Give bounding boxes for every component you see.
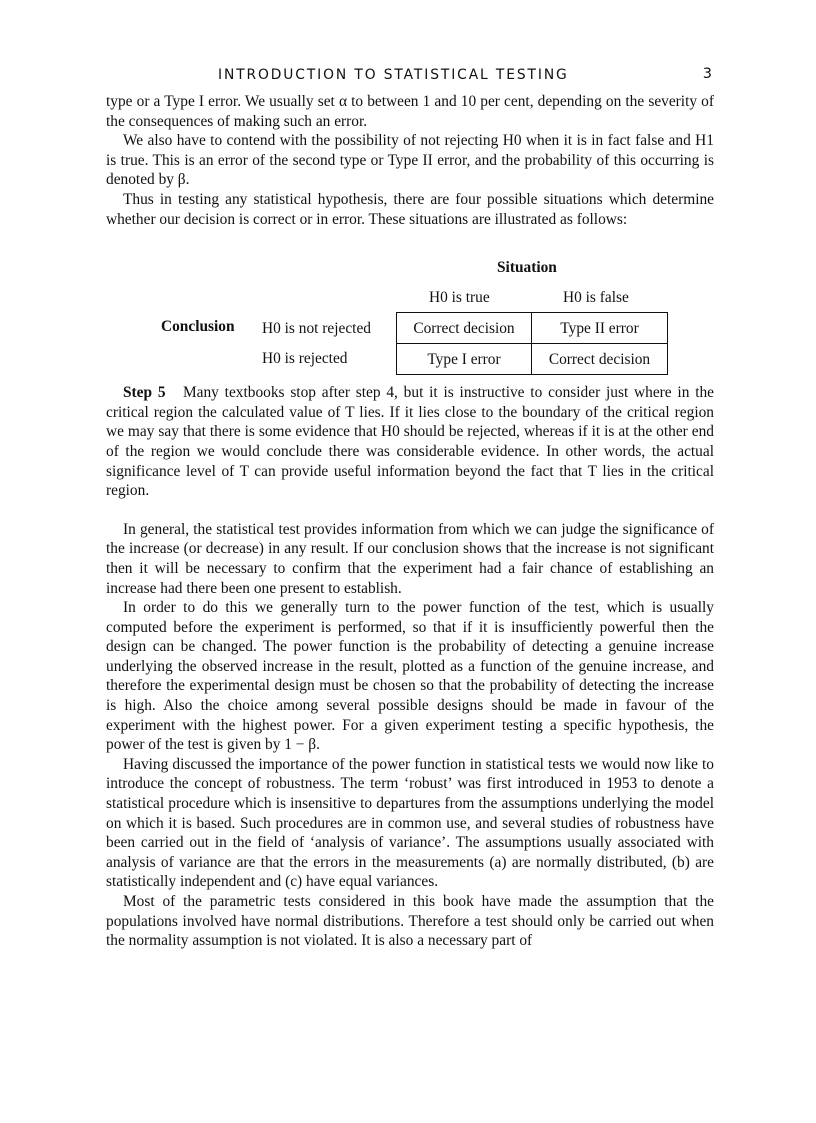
paragraph-4: In general, the statistical test provides information from which we can judge the significance of the increase (or decrease) in any result. If our conclusion shows that the increase is not significant then it will be necessary to confirm that the experiment had a fair chance of establishing an increase had there been one present to establish. bbox=[106, 520, 714, 597]
cell-r2c2: Correct decision bbox=[531, 343, 668, 375]
paragraph-5: In order to do this we generally turn to the power function of the test, which is usually computed before the experiment is performed, so that if it is insufficiently powerful then the design can be changed. The power function is the probability of detecting a genuine increase underlying the observed increase in the result, plotted as a function of the genuine increase, and therefore the experimental design must be chosen so that the probability of detecting the increase is high. Also the choice among several possible designs should be made in favour of the experiment with the highest power. For a given experiment testing a specific hypothesis, the power of the test is given by 1 − β. bbox=[106, 599, 714, 754]
paragraph-2: We also have to contend with the possibility of not rejecting H0 when it is in fact false and H1 is true. This is an error of the second type or Type II error, and the probability of this occurring is denoted by β. bbox=[106, 132, 714, 189]
book-page bbox=[106, 60, 714, 951]
col-header-h0-true: H0 is true bbox=[429, 289, 490, 307]
row-label-not-rejected: H0 is not rejected bbox=[262, 320, 371, 338]
cell-r1c1: Correct decision bbox=[396, 312, 532, 344]
paragraph-6: Having discussed the importance of the power function in statistical tests we would now like to introduce the concept of robustness. The term ‘robust’ was first introduced in 1953 to denote a statistical procedure which is insensitive to departures from the assumptions underlying the model on which it is based. Such procedures are in common use, and several studies of robustness have been carried out in the field of ‘analysis of variance’. The assumptions usually associated with analysis of variance are that the errors in the measurements (a) are normally distributed, (b) are statistically independent and (c) have equal variances. bbox=[106, 755, 714, 891]
decision-table bbox=[106, 229, 714, 381]
step5-label: Step 5 bbox=[123, 384, 166, 402]
conclusion-label: Conclusion bbox=[161, 318, 235, 336]
paragraph-1: type or a Type I error. We usually set α to between 1 and 10 per cent, depending on the severity of the consequences of making such an error. bbox=[106, 93, 714, 130]
step5-text: Many textbooks stop after step 4, but it is instructive to consider just where in the critical region the calculated value of T lies. If it lies close to the boundary of the critical region we may say that there is some evidence that H0 should be rejected, whereas if it is at the other end of the region we would conclude there was considerable evidence. In other words, the actual significance level of T can provide useful information beyond the fact that T lies in the critical region. bbox=[106, 384, 714, 500]
cell-r1c2: Type II error bbox=[531, 312, 668, 344]
situation-label: Situation bbox=[497, 259, 557, 277]
paragraph-3: Thus in testing any statistical hypothesis, there are four possible situations which determine whether our decision is correct or in error. These situations are illustrated as follows: bbox=[106, 190, 714, 228]
page-header bbox=[106, 60, 714, 84]
paragraph-7: Most of the parametric tests considered in this book have made the assumption that the populations involved have normal distributions. Therefore a test should only be carried out when the normality assumption is not violated. It is also a necessary part of bbox=[106, 893, 714, 950]
col-header-h0-false: H0 is false bbox=[563, 289, 629, 307]
running-title: INTRODUCTION TO STATISTICAL TESTING bbox=[218, 67, 569, 83]
row-label-rejected: H0 is rejected bbox=[262, 350, 348, 368]
page-number: 3 bbox=[702, 66, 712, 82]
cell-r2c1: Type I error bbox=[396, 343, 532, 375]
step5-paragraph bbox=[106, 383, 714, 501]
